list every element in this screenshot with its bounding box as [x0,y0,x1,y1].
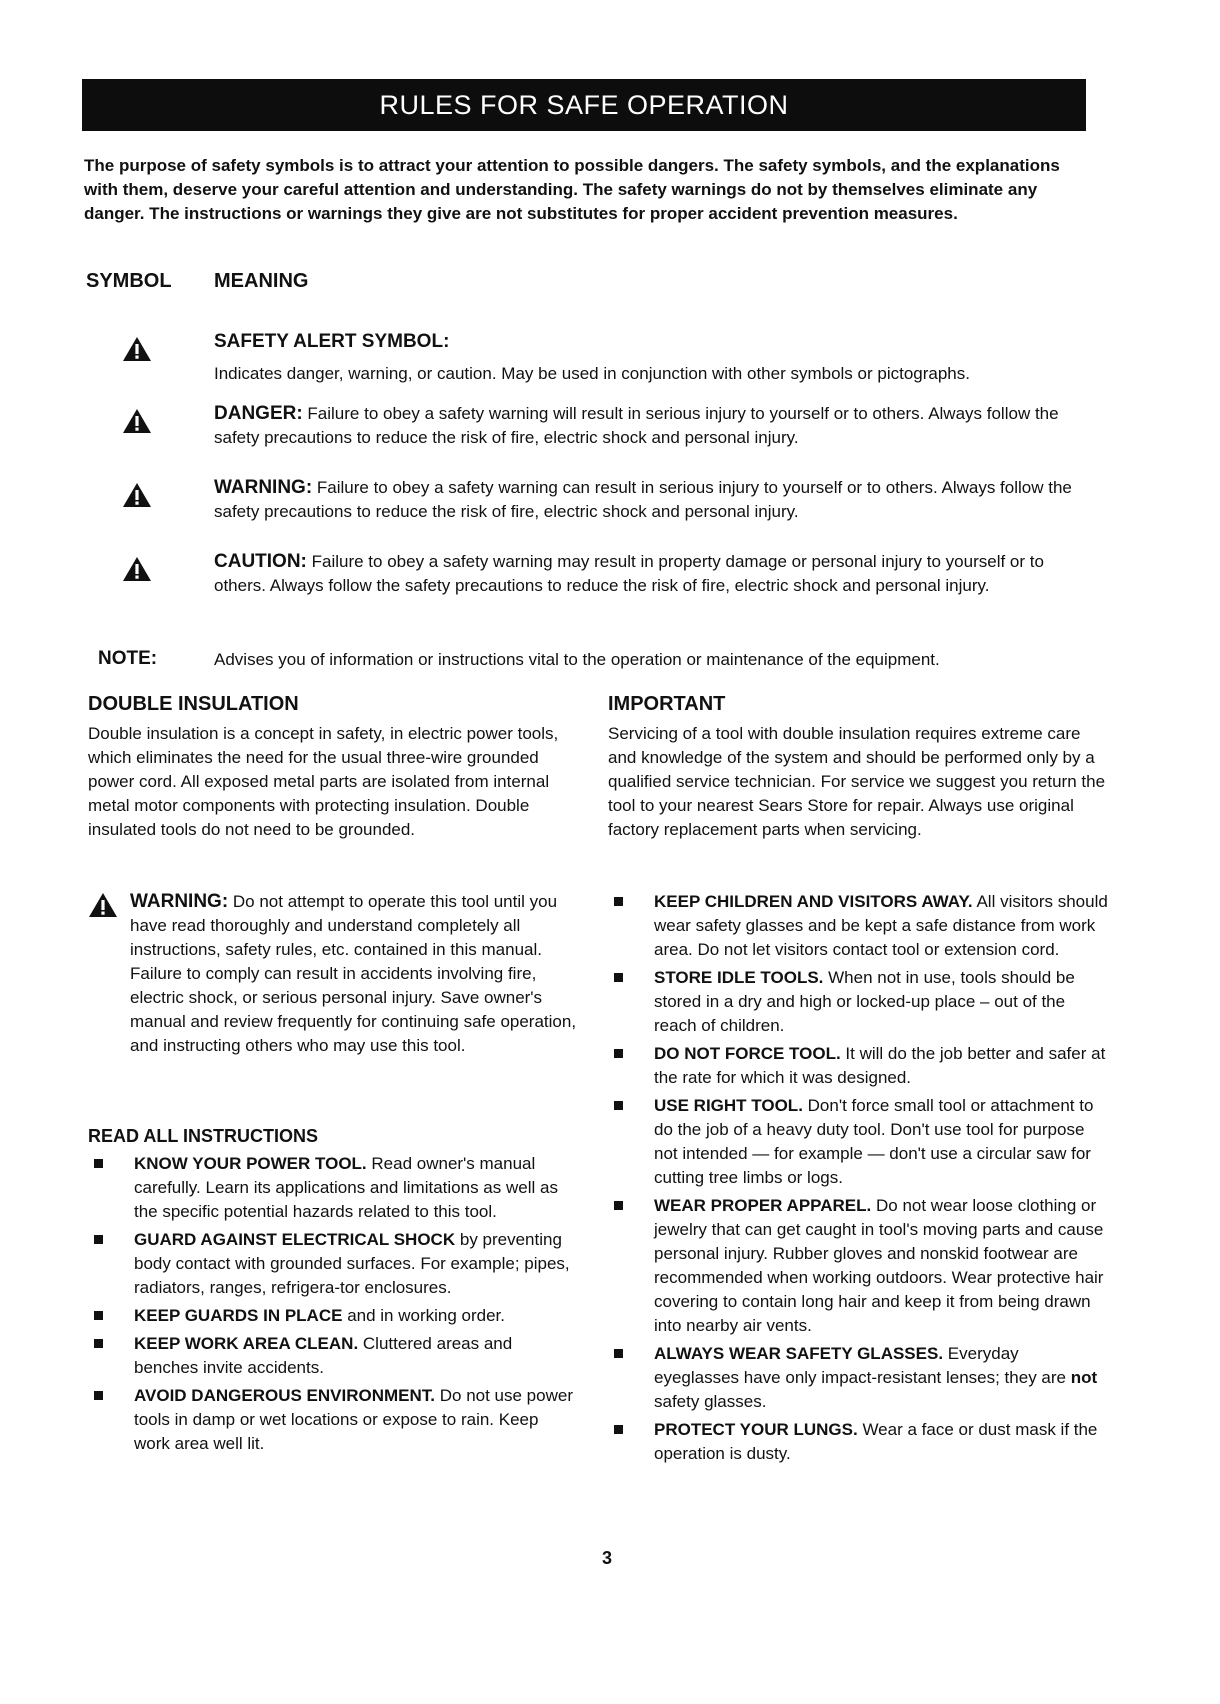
symbol-description: Failure to obey a safety warning may result in property damage or personal injury to yourself or to others. Always follow the safety precautions to reduce the risk of fire, electric shock and personal injury. [214,552,1044,595]
square-bullet-icon [94,1391,103,1400]
section-title: IMPORTANT [608,693,726,715]
section-title: DOUBLE INSULATION [88,693,299,715]
section-title: READ ALL INSTRUCTIONS [88,1126,319,1146]
list-item: ALWAYS WEAR SAFETY GLASSES. Everyday eyeglasses have only impact-resistant lenses; they are not safety glasses. [608,1342,1108,1414]
important-section [608,692,1108,842]
intro-paragraph: The purpose of safety symbols is to attract your attention to possible dangers. The safety symbols, and the explanations with them, deserve your careful attention and understanding. The safety warnings do not by themselves eliminate any danger. The instructions or warnings they give are not substitutes for proper accident prevention measures. [84,156,1060,223]
square-bullet-icon [614,1201,623,1210]
warning-triangle-icon [122,556,152,582]
list-item: WEAR PROPER APPAREL. Do not wear loose clothing or jewelry that can get caught in tool's moving parts and cause personal injury. Rubber gloves and nonskid footwear are recommended when working outdoors. Wear protective hair covering to contain long hair and keep it from being drawn into nearby air vents. [608,1194,1108,1338]
double-insulation-section [88,692,588,842]
square-bullet-icon [94,1235,103,1244]
square-bullet-icon [614,1425,623,1434]
square-bullet-icon [94,1339,103,1348]
list-item: KEEP WORK AREA CLEAN. Cluttered areas and benches invite accidents. [88,1332,578,1380]
square-bullet-icon [614,973,623,982]
page-number: 3 [602,1548,613,1568]
read-all-list [88,1152,578,1456]
warning-triangle-icon [122,408,152,434]
symbol-term: SAFETY ALERT SYMBOL: [214,331,450,352]
list-item: KEEP CHILDREN AND VISITORS AWAY. All visitors should wear safety glasses and be kept a safe distance from work area. Do not let visitors contact tool or extension cord. [608,890,1108,962]
symbol-description: Failure to obey a safety warning can result in serious injury to yourself or to others. Always follow the safety precautions to reduce the risk of fire, electric shock and personal injury. [214,478,1072,521]
note-label: NOTE: [98,648,158,669]
square-bullet-icon [614,897,623,906]
square-bullet-icon [94,1311,103,1320]
list-item: GUARD AGAINST ELECTRICAL SHOCK by preventing body contact with grounded surfaces. For example; pipes, radiators, ranges, refrigera-tor enclosures. [88,1228,578,1300]
list-item: KEEP GUARDS IN PLACE and in working order. [88,1304,578,1328]
warning-triangle-icon [88,892,118,918]
symbol-term: DANGER: [214,403,303,424]
page-title-banner [82,79,1086,131]
section-text: Servicing of a tool with double insulation requires extreme care and knowledge of the system and should be performed only by a qualified service technician. For service we suggest you return the tool to your nearest Sears Store for repair. Always use original factory replacement parts when servicing. [608,724,1106,839]
warning-block [88,890,588,1058]
symbol-description: Indicates danger, warning, or caution. May be used in conjunction with other symbols or pictographs. [214,364,970,383]
list-item: PROTECT YOUR LUNGS. Wear a face or dust mask if the operation is dusty. [608,1418,1108,1466]
warning-term: WARNING: [130,891,229,912]
list-item: AVOID DANGEROUS ENVIRONMENT. Do not use power tools in damp or wet locations or expose to rain. Keep work area well lit. [88,1384,578,1456]
square-bullet-icon [614,1349,623,1358]
warning-triangle-icon [122,482,152,508]
meaning-column-header: MEANING [214,270,309,292]
safety-rules-list [608,890,1108,1466]
note-text: Advises you of information or instructions vital to the operation or maintenance of the equipment. [214,650,940,669]
list-item: KNOW YOUR POWER TOOL. Read owner's manual carefully. Learn its applications and limitations as well as the specific potential hazards related to this tool. [88,1152,578,1224]
square-bullet-icon [614,1101,623,1110]
warning-text: Do not attempt to operate this tool until you have read thoroughly and understand completely all instructions, safety rules, etc. contained in this manual. Failure to comply can result in accidents involving fire, electric shock, or serious personal injury. Save owner's manual and review frequently for continuing safe operation, and instructing others who may use this tool. [130,892,577,1055]
symbol-term: WARNING: [214,477,313,498]
symbol-term: CAUTION: [214,551,307,572]
read-all-instructions-section [88,1124,578,1460]
symbol-column-header: SYMBOL [86,270,172,292]
section-text: Double insulation is a concept in safety, in electric power tools, which eliminates the need for the usual three-wire grounded power cord. All exposed metal parts are isolated from internal metal motor components with protecting insulation. Double insulated tools do not need to be grounded. [88,724,559,839]
square-bullet-icon [94,1159,103,1168]
list-item: USE RIGHT TOOL. Don't force small tool or attachment to do the job of a heavy duty tool. Don't use tool for purpose not intended — for example — don't use a circular saw for cutting tree limbs or logs. [608,1094,1108,1190]
list-item: STORE IDLE TOOLS. When not in use, tools should be stored in a dry and high or locked-up place – out of the reach of children. [608,966,1108,1038]
page-title: RULES FOR SAFE OPERATION [379,90,789,120]
warning-triangle-icon [122,336,152,362]
list-item: DO NOT FORCE TOOL. It will do the job better and safer at the rate for which it was designed. [608,1042,1108,1090]
square-bullet-icon [614,1049,623,1058]
symbol-description: Failure to obey a safety warning will result in serious injury to yourself or to others. Always follow the safety precautions to reduce the risk of fire, electric shock and personal injury. [214,404,1059,447]
safety-rules-list-section [608,890,1108,1470]
